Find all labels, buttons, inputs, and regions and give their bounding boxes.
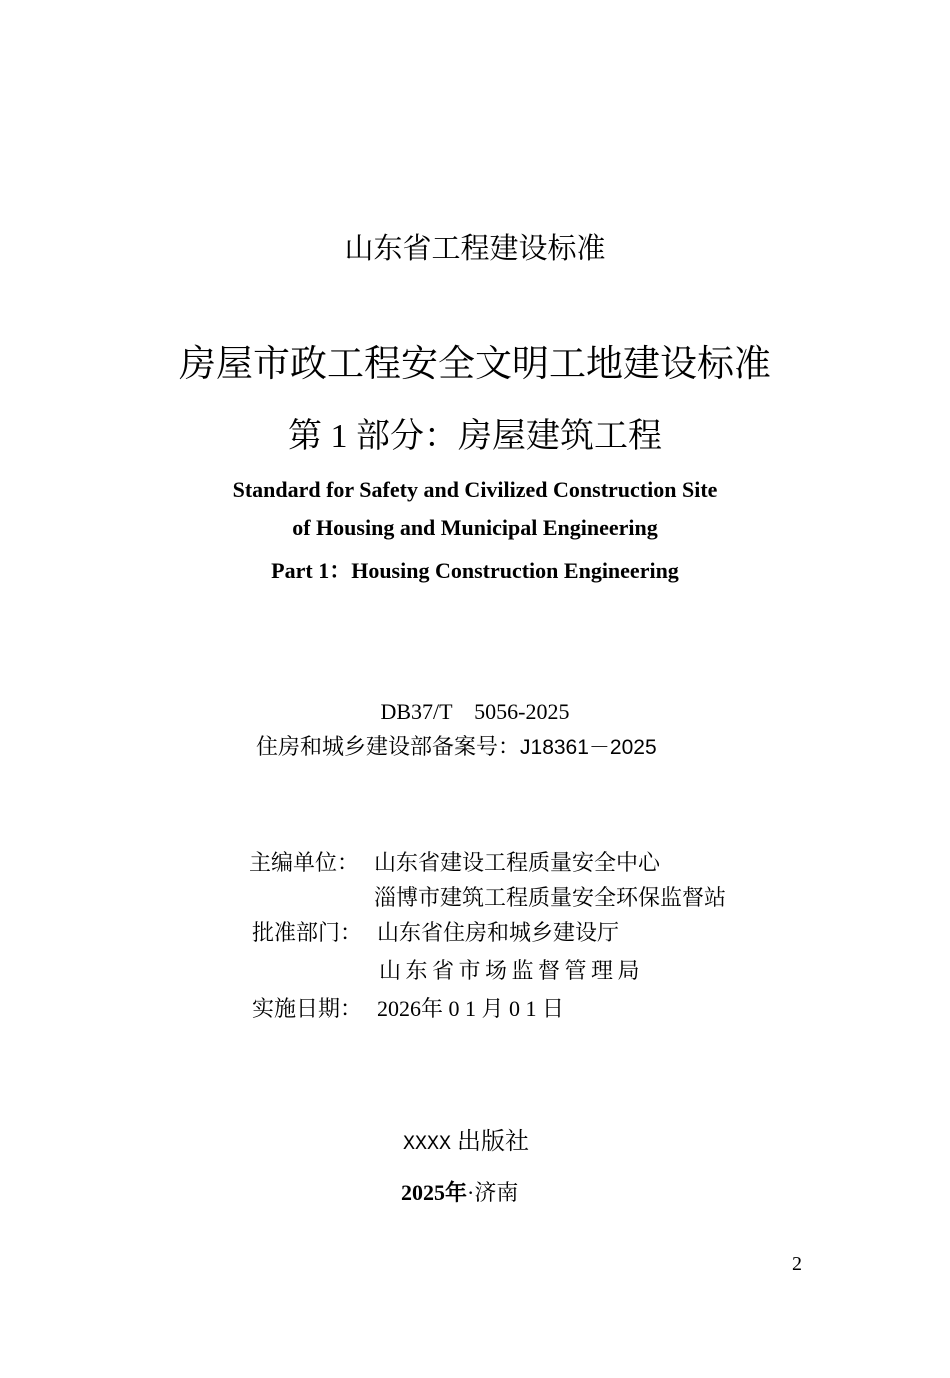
page-number: 2 <box>792 1253 802 1275</box>
record-number-line <box>256 730 657 761</box>
english-title-line-3: Part 1：Housing Construction Engineering <box>271 558 679 583</box>
english-title-line-1: Standard for Safety and Civilized Construction Site <box>232 477 718 502</box>
main-title: 房屋市政工程安全文明工地建设标准 <box>179 342 771 385</box>
publication-place: ·济南 <box>467 1180 519 1205</box>
approver-dept-2: 山东省市场监督管理局 <box>379 958 645 983</box>
publisher-suffix: 出版社 <box>451 1129 530 1155</box>
record-number: J18361－2025 <box>520 736 657 759</box>
effective-date-label: 实施日期： <box>252 996 363 1021</box>
english-title-line-2: of Housing and Municipal Engineering <box>292 515 658 540</box>
series-title: 山东省工程建设标准 <box>344 231 606 265</box>
record-label: 住房和城乡建设部备案号： <box>256 734 521 759</box>
publication-year-place <box>401 1176 518 1207</box>
editor-unit-2: 淄博市建筑工程质量安全环保监督站 <box>374 885 727 910</box>
editor-unit-1: 山东省建设工程质量安全中心 <box>374 850 661 875</box>
effective-date-value: 2026年 0 1 月 0 1 日 <box>377 996 565 1021</box>
publication-year: 2025年 <box>401 1180 468 1205</box>
publisher-prefix: XXXX <box>403 1133 452 1156</box>
approver-label: 批准部门： <box>252 920 363 945</box>
editor-row-2 <box>374 881 726 912</box>
standard-code: DB37/T 5056-2025 <box>380 699 570 724</box>
editor-label: 主编单位： <box>249 850 360 875</box>
publisher-name <box>403 1121 529 1156</box>
approver-row-2 <box>379 954 644 985</box>
approver-dept-1: 山东省住房和城乡建设厅 <box>377 920 620 945</box>
part-title: 第 1 部分：房屋建筑工程 <box>288 418 662 455</box>
